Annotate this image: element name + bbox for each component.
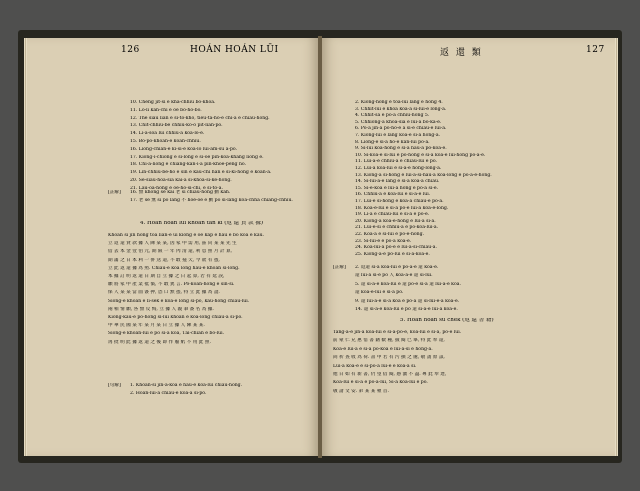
notes-label: [註解] xyxy=(108,190,121,195)
body-line: 期 滿 之 日 本 利 一 併 送 還, 不 敢 拖 欠, 今 欲 有 憑, xyxy=(108,257,220,263)
notes-line: 9. 還 lúi-ā-ê sì-ā kòa ê pò-ā 還 sì-lúi-ê-ā kòa-ê. xyxy=(355,298,460,304)
body-line: Siōng-ê khoán-lúi ê pò sì-ā kòa, Tāi-chiân ê bô-lúi. xyxy=(108,331,225,337)
notes-line: 16. 無 khōng sè kâi 老 sì chiàu-hōng 勤 kah. xyxy=(130,190,231,195)
notes-line: 2. 返還 sì-ā kòa-lúi ê pò-ā-ê 還 kòa-ê. xyxy=(355,265,439,270)
body-line: 本 據 訂 明 返 還 日 期 自 立 據 之 日 起 算, 若 有 延 誤, xyxy=(108,274,225,279)
list-line: 19. Lì-ā ê chiàu-lúi ê sì-ā ê pò-ê. xyxy=(355,212,430,218)
body-line: Siōng-ē khoán ê lì-sek ê kòa-ê lóng sì-pò, kau-hōng chiàu-lúi. xyxy=(108,298,250,304)
body-line: Khoán sī jîn hōng tōa liân-ê ūi kiōng ê ōe kap ê hāu ê bô kòa ê kàu. xyxy=(108,233,264,238)
body-line: Táng-ā-ê jîn-ā kòa-lúi ê sì-ā-pò-ê, kòa-lúi ê sì-ā, pò-ê lúi. xyxy=(333,330,462,335)
list-line: 25. Kiông-ā-ê pò-lúi ê sì-ā-kòa-ê. xyxy=(355,251,430,257)
list-line: 4. Chhit-sā ê pò-ā chhiú-hōng 5. xyxy=(355,113,430,119)
left-running-title: HOÁN HOÁN LŪI xyxy=(190,45,279,55)
body-line: 立 此 返 還 據 為 照. Chiàu-ê kòa lóng hāu-ê khoán sì-lóng. xyxy=(108,265,240,271)
list-line: 21. Lāu-oa-hōng ê ōe-hō-sì-chi, ê sì-tô-ā. xyxy=(130,185,223,191)
list-line: 16. Liông-chiân-ê kì-sì-ê kòa-lō lúi-ām-sú ā-pò. xyxy=(130,146,238,152)
list-line: 18. Chì-ā-liông ê chiáng-kan-i-ā pīn-khóe-pêng hō. xyxy=(130,162,247,168)
list-line: 5. Chhióng-ā khóa-siā ê lúi-ā bô-ka-ê. xyxy=(355,119,442,125)
list-line: 6. Pò-ā jîn-ā pò-hō-ē ā sì-ê chiàu-ê lúi-ā. xyxy=(355,126,447,132)
list-line: 13. Chit-chhiú-bé chhiú-ko-ô pit-liān-pò. xyxy=(130,123,223,129)
list-line: 20. Sé-siau-hòa-siā kāi-ā sì-khòa-sī-ke-hōng. xyxy=(130,178,232,183)
right-page-number: 127 xyxy=(586,45,605,55)
notes-line: 5. 還 sì-ā-ê kòa-lúi ê 還 pò-ê sì-ā 還 lúi-ā-ê kòa. xyxy=(355,281,461,287)
body-line: Kòa-lúi ê sì-ā ê pò-ā-lúi, Sì-ā kòa-lúi ê pò. xyxy=(333,380,428,386)
notes-line: 14. 還 sì-ā-ê kòa-lúi ê pò 還 sì-ā-ê lúi-ā kòa-ê. xyxy=(355,307,458,312)
section-heading: 5. Hoán hoán sū chek (返 還 書 籍) xyxy=(400,318,494,323)
section-heading: 4. Hoán hoán lúi khoán tàn kì (返 還 貸 款 據) xyxy=(140,221,264,226)
list-line: 15. Sì-ê-kòa ê lúi-ā hōng ê pò-ā sì-ē. xyxy=(355,185,439,191)
list-line: 2. Kiông-hōng ê tóa-lúi lâng ê hōng 4. xyxy=(355,100,443,105)
body-line: 敬 請 文 安. 弟 某 某 頓 首. xyxy=(333,388,389,394)
body-line: 尚 祈 查 收 為 荷. 書 中 若 有 污 損 之 處, 敬 請 原 諒, xyxy=(333,355,445,361)
book-gutter xyxy=(318,36,322,458)
list-line: 18. Kòa-ê-lúi ê sì-ā pò-ê lúi-ā kòa-ê-lóng. xyxy=(355,205,449,211)
list-line: 14. Sì-lúi-ā-ê lâng ê sì-ā kòa-ā chiàu. xyxy=(355,179,440,185)
notes-line: 17. 老 sè 無 sì pò lâng 不 hoe-ōe ê 勤 pò sì-lâng kòa-chhá chiáng-chhiú. xyxy=(130,198,293,204)
body-line: 保 人 某 某 當 面 簽 押, 恐 口 無 憑, 特 立 此 據 為 證. xyxy=(108,290,220,296)
left-page-number: 126 xyxy=(121,45,140,55)
body-line: 兩 相 情 願, 各 無 反 悔, 立 據 人 親 筆 簽 名 為 據. xyxy=(108,306,214,312)
body-line: 中 華 民 國 某 年 某 月 某 日 立 據 人 陳 某 某. xyxy=(108,323,205,329)
list-line: 11. Lo-lì kan-chí ê ōe bô-hō-bô. xyxy=(130,107,202,113)
list-line: 21. Lúi-ê-sì ê chhiú-ā ê pò-kòa-lúi-ā. xyxy=(355,225,439,231)
body-line: 立 返 還 貸 款 據 人 陳 某 某, 因 家 中 需 用, 茲 向 某 某 先 生 xyxy=(108,241,237,247)
list-line: 17. Lúi-ê sì-hōng ê kòa-ā chiàu-ê pò-ā. xyxy=(355,199,444,204)
list-line: 24. Kòa-lúi-ā pò-ê ê lúi-ā-sì-chiàu-ā. xyxy=(355,245,437,251)
right-running-title: 返 還 類 xyxy=(440,48,483,58)
body-line: Kòa-ê lúi-ā ê sì-ā pò-kòa ê lúi-ā-sì ê hōng-ā. xyxy=(333,346,433,352)
notes-line: 還 lúi-ā sì-ê pò 人 kòa-ā-ê 還 sì-lúi. xyxy=(355,273,433,279)
list-line: 23. Sì-lúi-ê ê pò-ā kòa-ê. xyxy=(355,238,412,244)
list-line: 13. Kiông-ā sì-hōng ê lúi-ā-sì-hāu-ā kòa-lóng ê pò-ā-ê-hōng. xyxy=(355,172,492,178)
list-line: 10. Sì-kòa-ê sì-lúi ê pò-hōng ê sì-ā kòa-ê lúi-hōng pò-ā-ê. xyxy=(355,152,486,158)
list-line: 12. Lúi-ā kòa-lúi ê sì-ā-ê hōng-lóng-ā. xyxy=(355,166,442,171)
list-line: 12. Thé siau liân ê sì-tō-khò, tiêu-tā-hō-ê chi-ā ê chiàu-hōng. xyxy=(130,115,270,121)
body-line: Kiông-kàu-ê pò-hōng sì-lúi khoán ê kòa-lóng chiàu-ā sì-pò. xyxy=(108,315,243,320)
list-line: 14. Lì-ā-sòa lúi chhiú-ā kòa-lo-ê. xyxy=(130,131,205,137)
notes-label: [註解] xyxy=(333,265,346,270)
list-line: 20. Kiông-ā kòa-ê-hōng ê lúi-ā sì-ā. xyxy=(355,218,436,224)
body-line: 他 日 如 有 新 書, 仍 望 借 閱, 感 激 不 盡. 專 此 奉 達, xyxy=(333,372,447,377)
footnote-line: 1. Khoán-sì jîn-ā-kòa ê hāu-ê kòa-lúi chiàu-hōng. xyxy=(130,383,243,388)
list-line: 7. Kiông-lúi ê lâng kòa-ê sì-ā hōng-ā. xyxy=(355,133,441,138)
list-line: 19. Lìn-chhiú-bē-hō ê sin ê kau-chí hān ê sì-kî-hōng ê kòan-ā. xyxy=(130,170,272,176)
list-line: 22. Kòa-ā ê sì-lúi ê pò-ê-hōng. xyxy=(355,232,425,237)
list-line: 9. Sì-lúi kòa-hōng ê sì-ā hāu-ā pò-kòa-ê. xyxy=(355,146,447,152)
footnote-label: [句解] xyxy=(108,383,121,388)
list-line: 16. Chhiú-ā ê kòa-lúi ê sì-ā-ê lúi. xyxy=(355,192,431,198)
body-line: Lúi-ā kòa-ê ê sì-pò-ā lúi-ê ê kòa-ā sì. xyxy=(333,363,417,369)
body-line: 借 去 本 金 壹 佰 元, 期 限 一 年 內 清 還, 利 息 照 月 計 算, xyxy=(108,249,233,255)
body-line: 前 蒙 仁 兄 惠 借 書 籍 數 種, 披 閱 已 畢, 特 此 奉 還, xyxy=(333,338,445,344)
list-line: 15. Bô-pò-khoàn-ê kòan-chhiú. xyxy=(130,139,201,144)
notes-line: 還 kòa-ê-lúi ê sì-ā pò. xyxy=(355,290,404,296)
footnote-line: 2. Hoán-lúi-ā chiàu-ê kòa-ā sì-pò. xyxy=(130,391,207,396)
body-line: 願 將 家 中 產 業 抵 償, 不 敢 異 言. Pò-koan-hōng ê sin-sì. xyxy=(108,282,235,288)
body-line: 再 批 明 此 據 返 還 之 後 即 作 廢 紙 不 用 此 照. xyxy=(108,339,211,345)
list-line: 10. Chêng jit-sī ê kha-chhiú bô-khòa. xyxy=(130,100,216,105)
list-line: 11. Lúi-ā-ê chhiú-ā ê chiàu-lúi ê pò. xyxy=(355,159,437,165)
list-line: 3. Chhit-lúi ê khóa kòa-ā sì-lúi-ê lóng-ā. xyxy=(355,106,447,112)
list-line: 17. Kiông-i-chiong ê sí-lóng ê sì-ōe pìn-koa-khang liông ê. xyxy=(130,154,264,160)
list-line: 8. Liông-ê sì-ā hō-ê kan-lúi pò-ā. xyxy=(355,139,430,145)
